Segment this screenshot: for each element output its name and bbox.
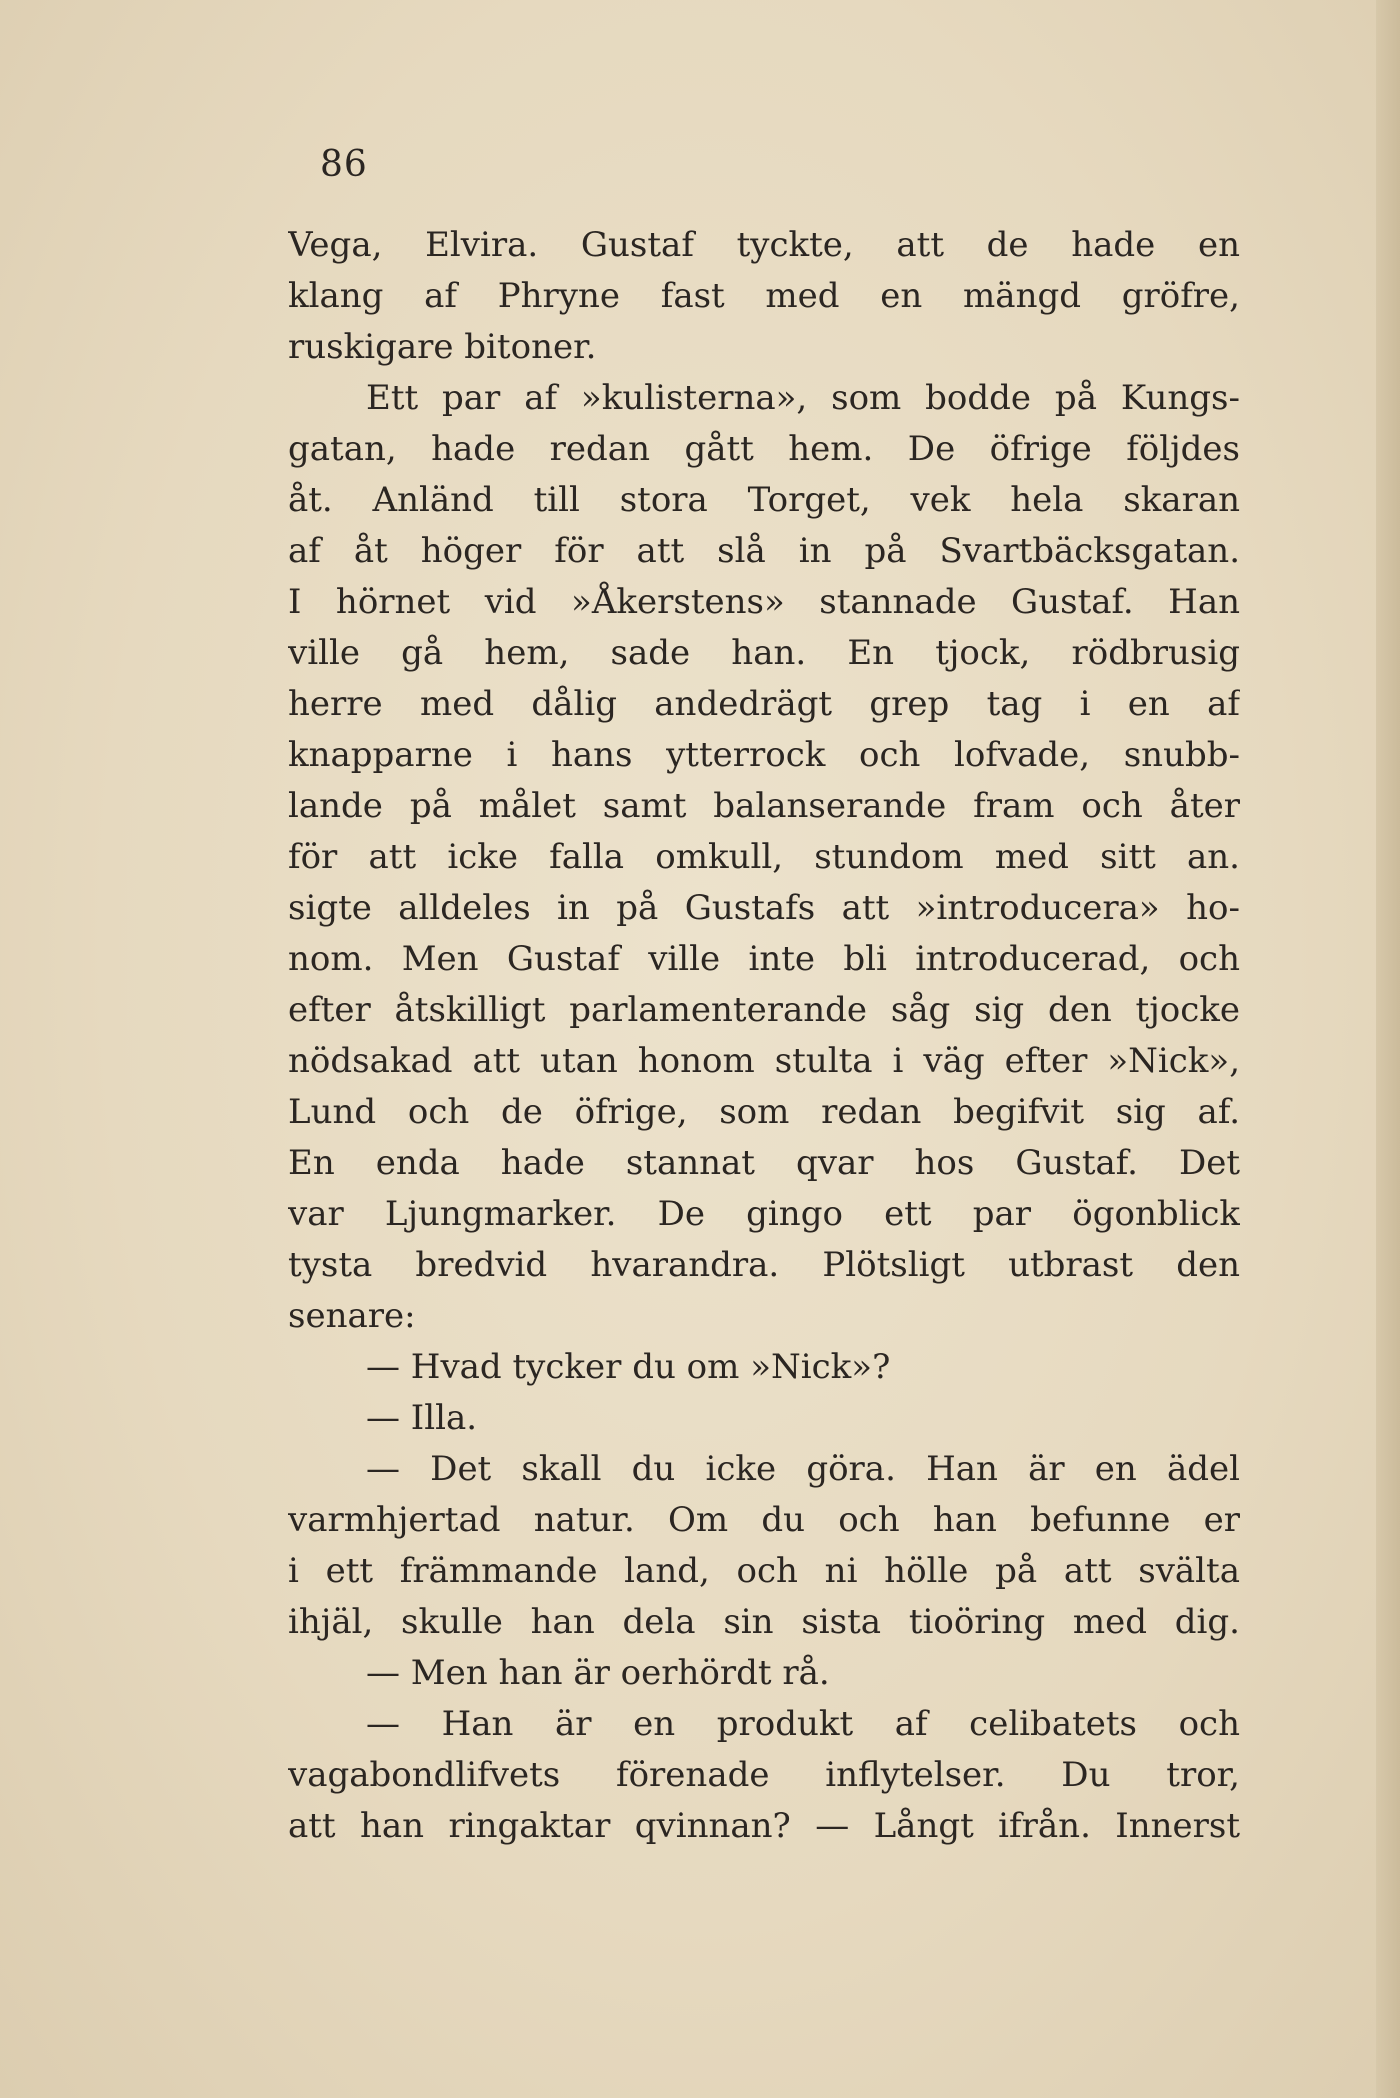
text-line: ruskigare bitoner. [288,327,597,367]
text-line: lande på målet samt balanserande fram och åter [288,786,1240,826]
text-line: — Hvad tycker du om »Nick»? [366,1347,891,1387]
text-line: var Ljungmarker. De gingo ett par ögonblick [288,1194,1240,1234]
text-line: sigte alldeles in på Gustafs att »introducera» ho- [288,888,1240,928]
text-line: att han ringaktar qvinnan? — Långt ifrån. Innerst [288,1806,1240,1846]
body-text [288,220,1240,1852]
text-line: I hörnet vid »Åkerstens» stannade Gustaf. Han [288,582,1240,622]
text-line: nom. Men Gustaf ville inte bli introducerad, och [288,939,1240,979]
text-line: — Illa. [366,1398,478,1438]
text-line: Lund och de öfrige, som redan begifvit sig af. [288,1092,1240,1132]
text-line: åt. Anländ till stora Torget, vek hela skaran [288,480,1240,520]
text-line: ihjäl, skulle han dela sin sista tioöring med dig. [288,1602,1240,1642]
text-line: klang af Phryne fast med en mängd gröfre, [288,276,1240,316]
text-line: gatan, hade redan gått hem. De öfrige följdes [288,429,1240,469]
text-line: för att icke falla omkull, stundom med sitt an. [288,837,1240,877]
text-line: ville gå hem, sade han. En tjock, rödbrusig [288,633,1240,673]
text-line: Ett par af »kulisterna», som bodde på Kungs- [366,378,1240,418]
text-line: knapparne i hans ytterrock och lofvade, snubb- [288,735,1240,775]
page-number: 86 [320,144,368,185]
text-line: Vega, Elvira. Gustaf tyckte, att de hade en [288,225,1240,265]
text-line: i ett främmande land, och ni hölle på att svälta [288,1551,1240,1591]
text-line: senare: [288,1296,416,1336]
text-line: varmhjertad natur. Om du och han befunne er [288,1500,1240,1540]
text-line: vagabondlifvets förenade inflytelser. Du tror, [288,1755,1240,1795]
text-line: — Han är en produkt af celibatets och [366,1704,1240,1744]
text-line: efter åtskilligt parlamenterande såg sig den tjocke [288,990,1240,1030]
text-line: nödsakad att utan honom stulta i väg efter »Nick», [288,1041,1240,1081]
text-line: — Men han är oerhördt rå. [366,1653,830,1693]
text-line: af åt höger för att slå in på Svartbäcksgatan. [288,531,1240,571]
text-line: — Det skall du icke göra. Han är en ädel [366,1449,1240,1489]
text-line: herre med dålig andedrägt grep tag i en af [288,684,1240,724]
text-line: En enda hade stannat qvar hos Gustaf. Det [288,1143,1240,1183]
text-line: tysta bredvid hvarandra. Plötsligt utbrast den [288,1245,1240,1285]
page-edge [1376,0,1400,2098]
